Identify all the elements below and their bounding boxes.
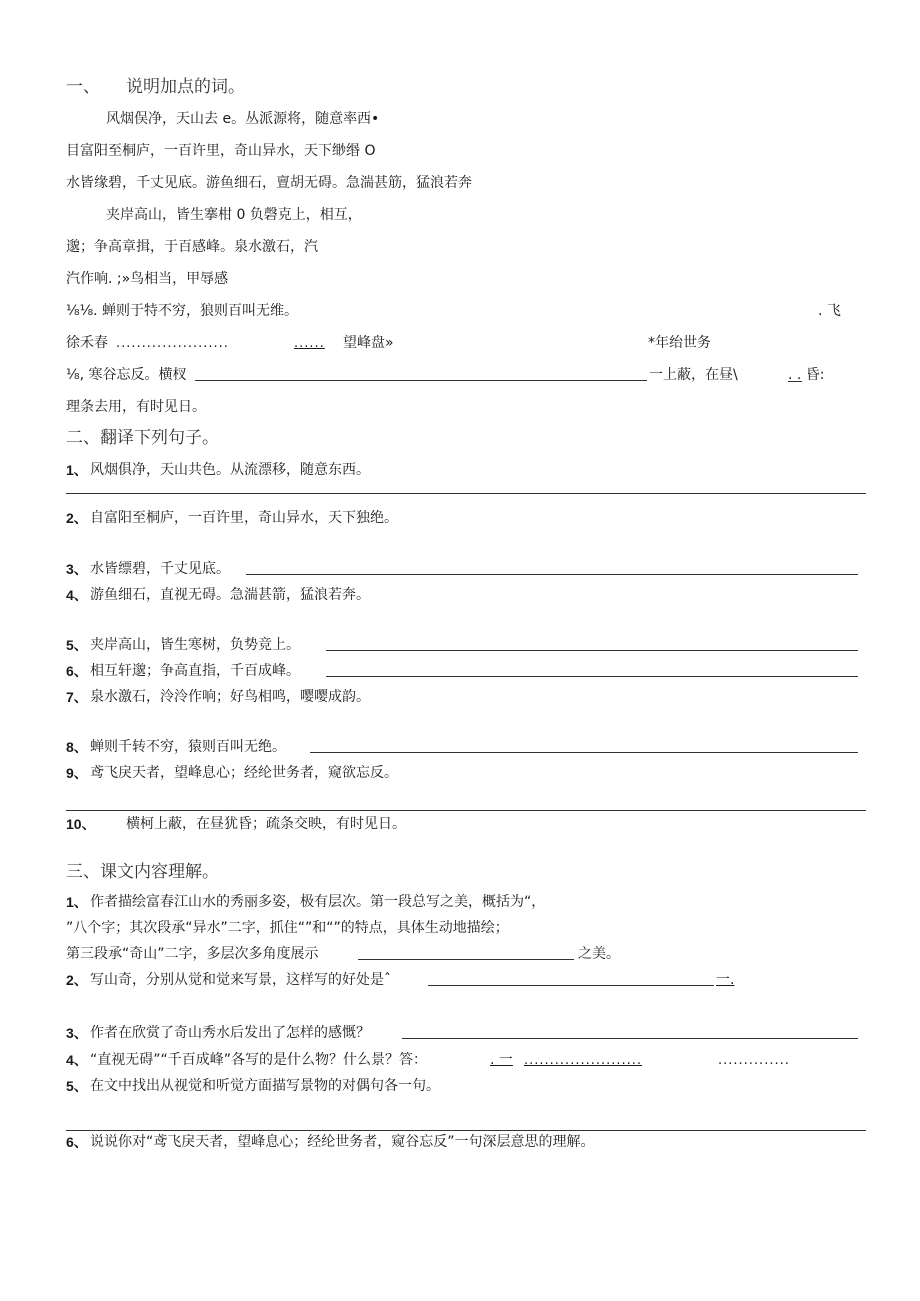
s2-item-9-num: 9、 (66, 765, 88, 781)
s1-line-7: ⅛⅛. 蝉则于特不穷，狼则百叫无维。 (66, 303, 299, 319)
s2-answer-line-1 (66, 493, 866, 494)
s2-item-10-num: 10、 (66, 816, 96, 832)
s2-item-7-num: 7、 (66, 689, 88, 705)
s2-item-3-text: 水皆缥碧，千丈见底。 (90, 561, 230, 577)
s3-item-6-text: 说说你对“鸢飞戾天者，望峰息心；经纶世务者，窥谷忘反”一句深层意思的理解。 (90, 1134, 595, 1150)
s1-line-1: 风烟俣净，天山去 e。丛派源将，随意率西• (106, 111, 380, 127)
s2-item-10-text: 横柯上蔽，在昼犹昏；疏条交映，有时见日。 (126, 816, 406, 832)
s3-answer-line-5 (66, 1130, 866, 1131)
s3-item-3-text: 作者在欣赏了奇山秀水后发出了怎样的感慨？ (90, 1025, 370, 1041)
s1-short-underline (788, 381, 802, 382)
s3-item-2-text: 写山奇，分别从觉和觉来写景，这样写的好处是ˆ (90, 972, 391, 988)
s2-item-3-num: 3、 (66, 561, 88, 577)
s1-answer-line (195, 380, 647, 381)
s3-item-4-num: 4、 (66, 1052, 88, 1068)
s2-item-8-text: 蝉则千转不穷，猿则百叫无绝。 (90, 739, 286, 755)
s2-answer-line-3 (246, 574, 858, 575)
s1-line-9-right: . . 昏: (788, 367, 825, 383)
s2-item-6-num: 6、 (66, 663, 88, 679)
s1-line-9-mid: 一上蔽，在昼\ (649, 367, 738, 383)
s3-item-4-text: “直视无碍”“千百成峰”各写的是什么物？什么景？答： (90, 1052, 428, 1068)
s2-item-1-text: 风烟俱净，天山共色。从流漂移，随意东西。 (90, 462, 370, 478)
s3-item-1-tail: 之美。 (578, 946, 620, 962)
section1-title: 说明加点的词。 (126, 77, 245, 97)
s2-answer-line-9 (66, 810, 866, 811)
s1-line-7-right: . 飞 (818, 303, 841, 319)
s3-answer-blank-1 (358, 959, 574, 960)
s3-answer-line-2 (428, 985, 714, 986)
s3-item-1-cont: ”八个字；其次段承“异水”二字，抓住“”和“”的特点，具体生动地描绘； (66, 920, 509, 936)
s2-item-5-num: 5、 (66, 637, 88, 653)
s3-item-1-cont2: 第三段承“奇山”二字，多层次多角度展示 (66, 946, 319, 962)
s2-answer-line-6 (326, 676, 858, 677)
s3-answer-line-3 (402, 1038, 858, 1039)
section2-title: 二、翻译下列句子。 (66, 428, 219, 448)
s2-item-2-num: 2、 (66, 510, 88, 526)
s1-dotted-leader: ...................... (116, 336, 229, 351)
s3-item-3-num: 3、 (66, 1025, 88, 1041)
s2-item-4-text: 游鱼细石，直视无碍。急湍甚箭，猛浪若奔。 (90, 587, 370, 603)
s2-item-4-num: 4、 (66, 587, 88, 603)
s2-item-1-num: 1、 (66, 462, 88, 478)
s2-item-5-text: 夹岸高山，皆生寒树，负势竞上。 (90, 637, 300, 653)
s3-item-5-num: 5、 (66, 1078, 88, 1094)
s1-line-6: 汽作响. ;»鸟相当，甲辱感 (66, 271, 229, 287)
s1-line-8-right: *年绐世务 (648, 335, 711, 351)
s3-item-5-text: 在文中找出从视觉和听觉方面描写景物的对偶句各一句。 (90, 1078, 440, 1094)
s1-line-3: 水皆缘碧，千丈见底。游鱼细石，亶胡无碍。急湍甚筋，猛浪若奔 (66, 175, 472, 191)
s3-item-4-tail: . 一 (490, 1052, 513, 1068)
s1-line-10: 理条去用，有时见日。 (66, 399, 206, 415)
s1-line-8-mid: 望峰盘» (343, 335, 394, 351)
s2-item-7-text: 泉水激石，泠泠作响；好鸟相鸣，嘤嘤成韵。 (90, 689, 370, 705)
s2-item-8-num: 8、 (66, 739, 88, 755)
section1-number: 一、 (66, 77, 100, 97)
s3-item-2-tail: 一. (716, 972, 735, 988)
s1-line-4: 夹岸高山，皆生搴柑 0 负磬克上，相互， (106, 207, 362, 223)
s3-item-2-num: 2、 (66, 972, 88, 988)
s3-item-1-num: 1、 (66, 894, 88, 910)
s3-dotted-blank: ....................... (524, 1053, 643, 1068)
s2-item-2-text: 自富阳至桐庐，一百许里，奇山异水，天下独绝。 (90, 510, 398, 526)
s2-answer-line-8 (310, 752, 858, 753)
s1-line-9: ⅛, 寒谷忘反。横杈 (66, 367, 187, 383)
s3-item-6-num: 6、 (66, 1134, 88, 1150)
s1-line-8: 徐禾春 (66, 335, 108, 351)
section3-title: 三、课文内容理解。 (66, 862, 219, 882)
s2-answer-line-5 (326, 650, 858, 651)
s3-dotted-leader: .............. (718, 1053, 790, 1068)
s2-item-9-text: 鸢飞戾天者，望峰息心；经纶世务者，窥欲忘反。 (90, 765, 398, 781)
s1-line-2: 目富阳至桐庐，一百许里，奇山异水，天下缈缗 O (66, 143, 376, 159)
s1-dotted-blank: ...... (294, 336, 325, 351)
s3-item-1-text: 作者描绘富春江山水的秀丽多姿，极有层次。第一段总写之美，概括为“， (90, 894, 546, 910)
s1-line-5: 邈；争高章揖，于百感峰。泉水激石，汽 (66, 239, 318, 255)
s2-item-6-text: 相互轩邈；争高直指，千百成峰。 (90, 663, 300, 679)
